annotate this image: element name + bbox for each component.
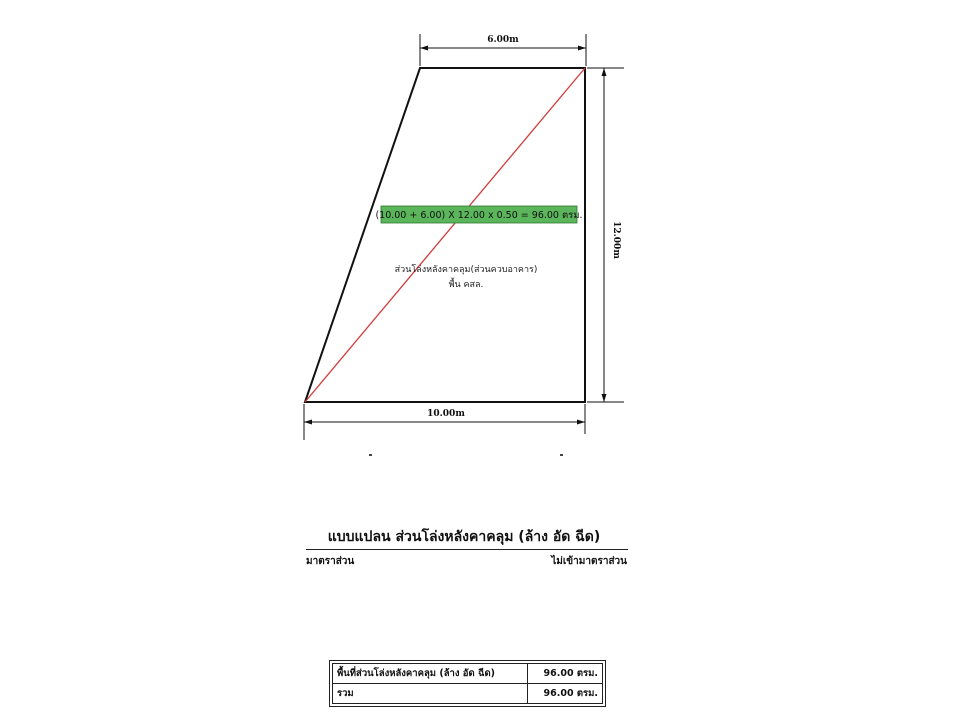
area-label-line1: ส่วนโล่งหลังคาคลุม(ส่วนควบอาคาร) (394, 265, 538, 275)
scan-mark (369, 454, 372, 456)
scan-mark (560, 454, 563, 456)
area-formula-box (375, 206, 582, 223)
right-dimension (587, 68, 624, 402)
summary-row-value: 96.00 ตรม. (528, 664, 603, 684)
bottom-dimension-label: 10.00m (427, 409, 465, 419)
plan-title: แบบแปลน ส่วนโล่งหลังคาคลุม (ล้าง อัด ฉีด) (327, 529, 601, 545)
top-dimension-label: 6.00m (487, 35, 519, 45)
scale-value: ไม่เข้ามาตราส่วน (551, 556, 627, 567)
summary-row-label: พื้นที่ส่วนโล่งหลังคาคลุม (ล้าง อัด ฉีด) (333, 664, 528, 684)
title-divider (306, 549, 628, 550)
top-dimension (420, 34, 586, 66)
diagonal-line (305, 68, 585, 402)
area-summary-table (329, 660, 606, 707)
summary-row-total (333, 684, 603, 704)
area-label-line2: พื้น คสล. (448, 280, 484, 290)
bottom-dimension (304, 404, 585, 440)
right-dimension-label: 12.00m (611, 221, 621, 259)
summary-row (333, 664, 603, 684)
summary-total-label: รวม (333, 684, 528, 704)
area-formula: (10.00 + 6.00) X 12.00 x 0.50 = 96.00 ตรม. (375, 210, 583, 221)
summary-total-value: 96.00 ตรม. (528, 684, 603, 704)
scale-label: มาตราส่วน (306, 556, 355, 567)
